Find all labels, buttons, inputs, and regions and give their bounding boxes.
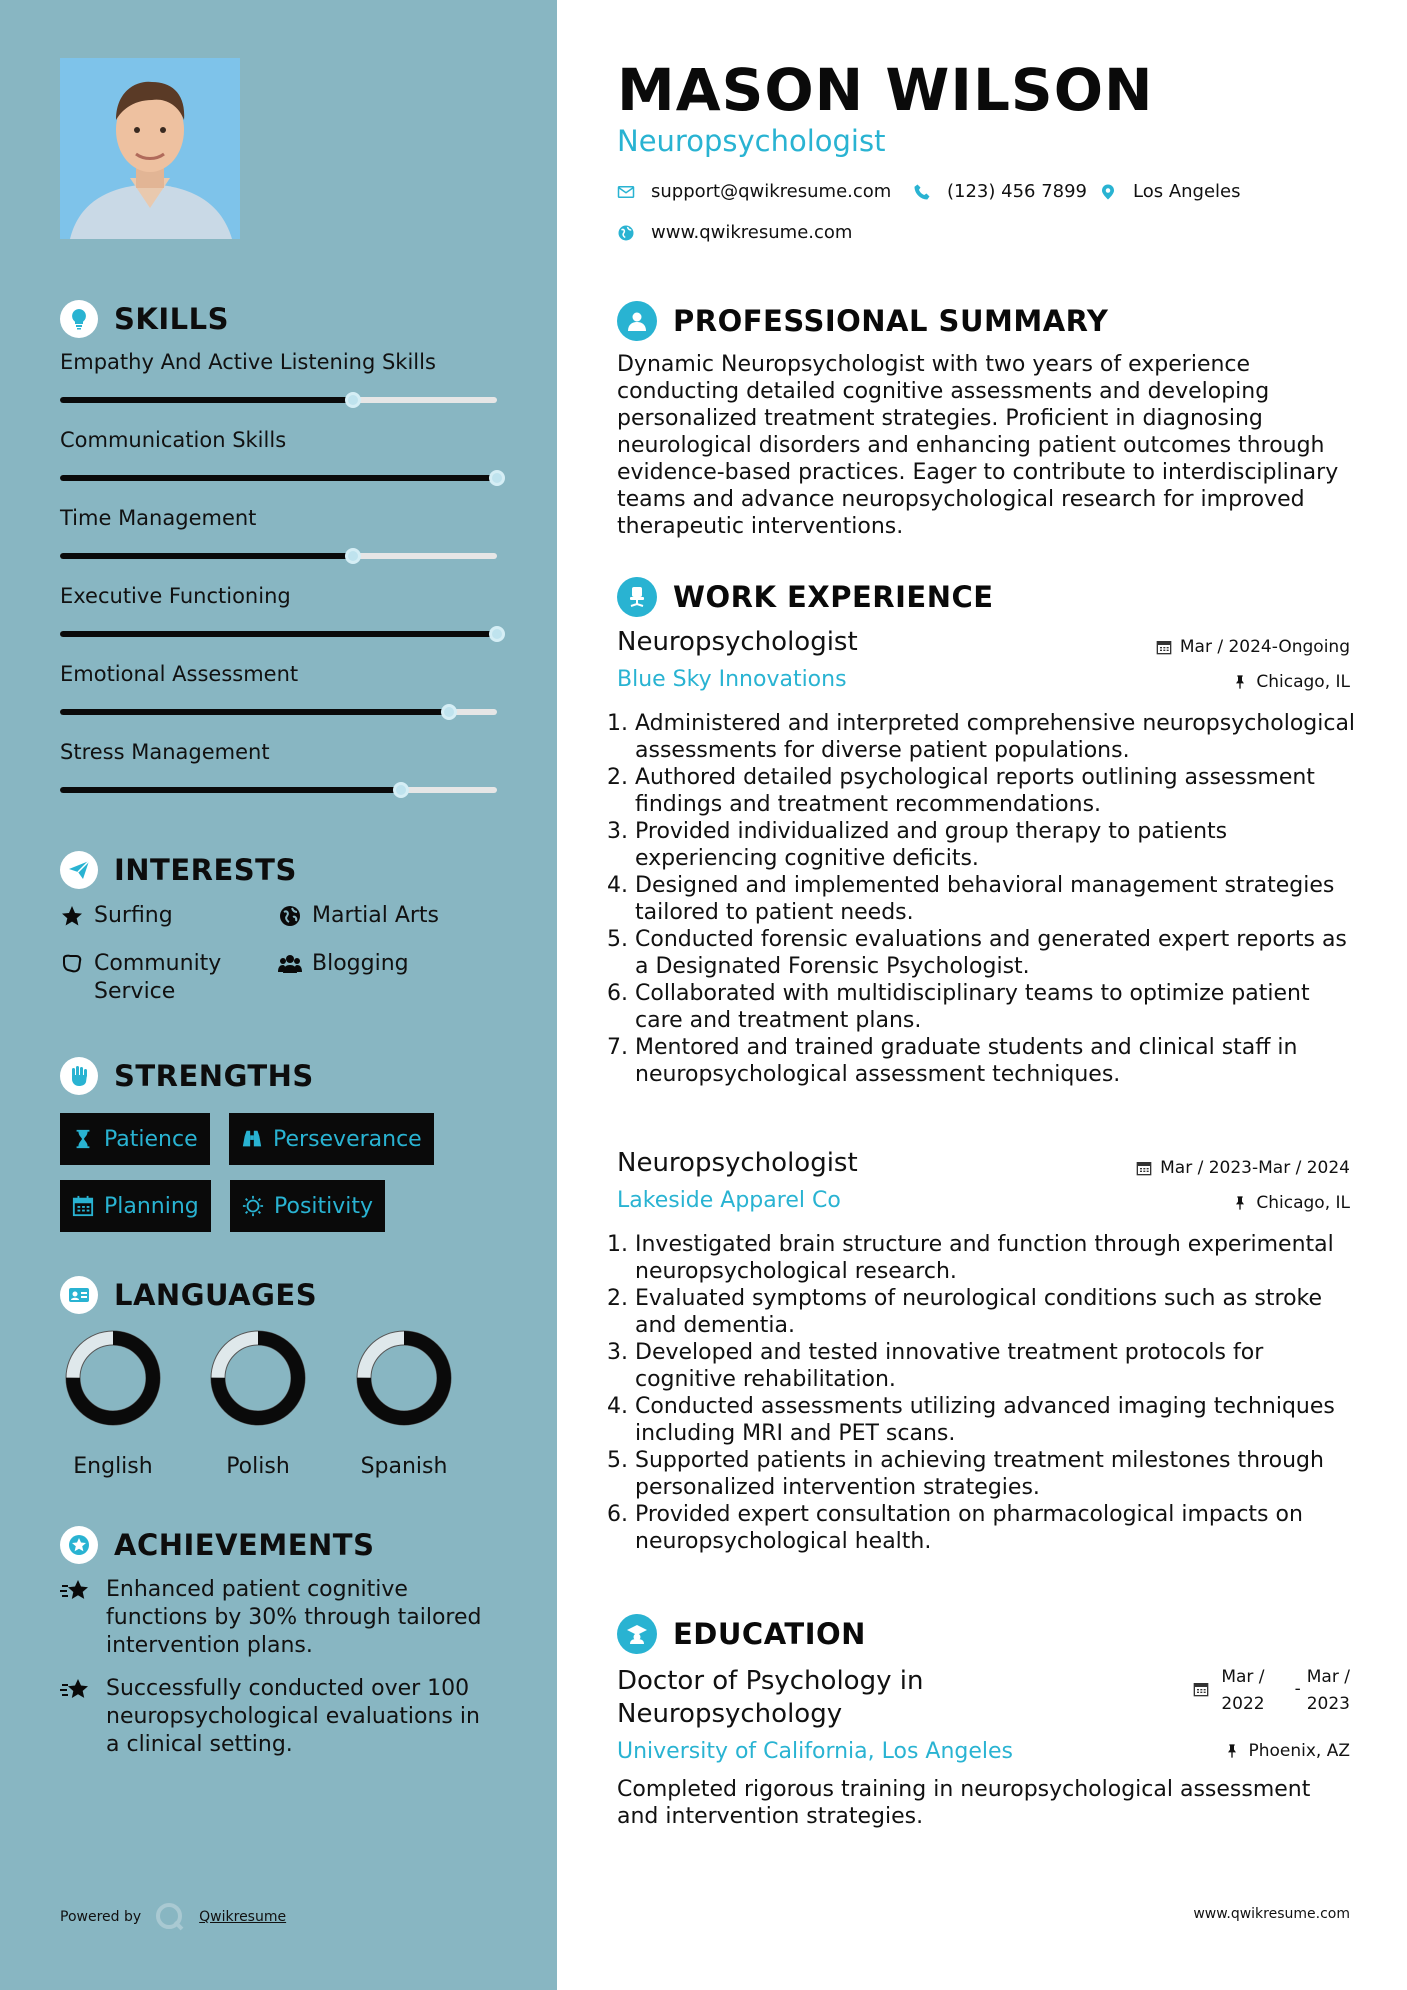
phone-icon bbox=[913, 183, 931, 201]
interests-title: INTERESTS bbox=[114, 853, 297, 887]
shooting-star-icon bbox=[60, 1576, 90, 1606]
strengths-title: STRENGTHS bbox=[114, 1059, 314, 1093]
star-icon bbox=[60, 904, 84, 928]
experience-heading bbox=[617, 577, 994, 617]
email-text: support@qwikresume.com bbox=[651, 181, 892, 202]
website-text: www.qwikresume.com bbox=[651, 222, 853, 243]
duty-item: 7. Mentored and trained graduate students and clinical staff in neuropsychological assessment techniques. bbox=[635, 1034, 1363, 1088]
language-item bbox=[63, 1328, 163, 1479]
job-location-text: Chicago, IL bbox=[1256, 672, 1350, 692]
education-degree: Doctor of Psychology in Neuropsychology bbox=[617, 1666, 924, 1729]
education-title: EDUCATION bbox=[673, 1617, 866, 1651]
achievement-item bbox=[60, 1675, 500, 1759]
main-content bbox=[557, 0, 1407, 1990]
job-dates bbox=[1156, 637, 1350, 657]
education-start: Mar / 2022 bbox=[1221, 1667, 1265, 1714]
pushpin-icon bbox=[1232, 1195, 1248, 1211]
duty-item: 5. Conducted forensic evaluations and generated expert reports as a Designated Forensic Psychologist. bbox=[635, 926, 1363, 980]
interests-heading bbox=[60, 851, 297, 889]
contact-phone[interactable] bbox=[913, 181, 1087, 202]
id-card-icon bbox=[60, 1276, 98, 1314]
graduate-icon bbox=[617, 1614, 657, 1654]
strength-label: Positivity bbox=[274, 1193, 374, 1219]
duty-item: 4. Conducted assessments utilizing advanced imaging techniques including MRI and PET scans. bbox=[635, 1393, 1363, 1447]
duty-item: 5. Supported patients in achieving treatment milestones through personalized intervention strategies. bbox=[635, 1447, 1363, 1501]
company-name: Blue Sky Innovations bbox=[617, 667, 847, 692]
interest-item bbox=[60, 950, 221, 1006]
strength-badge bbox=[230, 1180, 385, 1232]
interest-label: Martial Arts bbox=[312, 903, 440, 928]
interest-item bbox=[278, 902, 439, 930]
skill-name: Communication Skills bbox=[60, 428, 287, 452]
duty-item: 2. Evaluated symptoms of neurological conditions such as stroke and dementia. bbox=[635, 1285, 1363, 1339]
lightbulb-icon bbox=[60, 300, 98, 338]
fist-icon bbox=[60, 1057, 98, 1095]
duty-item: 2. Authored detailed psychological reports outlining assessment findings and treatment recommendations. bbox=[635, 764, 1363, 818]
experience-title: WORK EXPERIENCE bbox=[673, 580, 994, 614]
skill-bar-knob bbox=[393, 782, 409, 798]
skill-name: Empathy And Active Listening Skills bbox=[60, 350, 436, 374]
duty-item: 3. Developed and tested innovative treatment protocols for cognitive rehabilitation. bbox=[635, 1339, 1363, 1393]
globe-icon bbox=[278, 904, 302, 928]
skill-bar bbox=[60, 397, 497, 403]
hourglass-icon bbox=[72, 1128, 94, 1150]
contact-email[interactable] bbox=[617, 181, 891, 202]
education-description: Completed rigorous training in neuropsychological assessment and intervention strategies. bbox=[617, 1777, 1311, 1829]
company-name: Lakeside Apparel Co bbox=[617, 1188, 841, 1213]
skill-bar bbox=[60, 475, 497, 481]
powered-by-label: Powered by bbox=[60, 1909, 142, 1925]
summary-heading bbox=[617, 301, 1108, 341]
user-icon bbox=[617, 301, 657, 341]
interest-item bbox=[278, 950, 409, 978]
skill-bar-knob bbox=[489, 626, 505, 642]
skill-bar-fill bbox=[60, 475, 497, 481]
profile-photo bbox=[60, 58, 240, 239]
language-item bbox=[354, 1328, 454, 1479]
sun-icon bbox=[242, 1195, 264, 1217]
strength-label: Patience bbox=[104, 1126, 198, 1152]
language-name: English bbox=[73, 1454, 153, 1479]
language-ring bbox=[354, 1328, 454, 1428]
job-dates-text: Mar / 2024-Ongoing bbox=[1179, 637, 1350, 657]
skill-bar bbox=[60, 631, 497, 637]
skill-bar-fill bbox=[60, 709, 449, 715]
education-location bbox=[1224, 1741, 1350, 1761]
calendar-icon bbox=[1136, 1160, 1152, 1176]
skill-name: Stress Management bbox=[60, 740, 270, 764]
skill-bar bbox=[60, 553, 497, 559]
hand-icon bbox=[60, 952, 84, 976]
job-duties bbox=[617, 710, 1363, 1088]
job-dates-text: Mar / 2023-Mar / 2024 bbox=[1160, 1158, 1350, 1178]
interest-label: Blogging bbox=[312, 951, 409, 976]
skill-bar bbox=[60, 787, 497, 793]
languages-heading bbox=[60, 1276, 317, 1314]
candidate-name: MASON WILSON bbox=[617, 56, 1154, 124]
office-chair-icon bbox=[617, 577, 657, 617]
job-location-text: Chicago, IL bbox=[1256, 1193, 1350, 1213]
powered-by bbox=[60, 1902, 286, 1932]
duty-item: 3. Provided individualized and group therapy to patients experiencing cognitive deficits. bbox=[635, 818, 1363, 872]
duty-item: 1. Investigated brain structure and function through experimental neuropsychological research. bbox=[635, 1231, 1363, 1285]
skills-title: SKILLS bbox=[114, 302, 229, 336]
education-heading bbox=[617, 1614, 866, 1654]
education-dates bbox=[1193, 1664, 1350, 1718]
job-location bbox=[1232, 1193, 1350, 1213]
skill-name: Executive Functioning bbox=[60, 584, 291, 608]
language-ring bbox=[63, 1328, 163, 1428]
shooting-star-icon bbox=[60, 1675, 90, 1705]
education-school: University of California, Los Angeles bbox=[617, 1739, 1014, 1764]
strength-label: Perseverance bbox=[273, 1126, 422, 1152]
binoculars-icon bbox=[241, 1128, 263, 1150]
globe-icon bbox=[617, 224, 635, 242]
skill-name: Emotional Assessment bbox=[60, 662, 299, 686]
education-end: Mar / 2023 bbox=[1306, 1667, 1350, 1714]
job-duties bbox=[617, 1231, 1363, 1555]
contact-location bbox=[1099, 181, 1241, 202]
paper-plane-icon bbox=[60, 851, 98, 889]
education-location-text: Phoenix, AZ bbox=[1248, 1741, 1350, 1761]
contact-website[interactable] bbox=[617, 222, 852, 243]
candidate-role: Neuropsychologist bbox=[617, 124, 886, 158]
duty-item: 1. Administered and interpreted comprehensive neuropsychological assessments for diverse patient populations. bbox=[635, 710, 1363, 764]
interest-item bbox=[60, 902, 173, 930]
job-location bbox=[1232, 672, 1350, 692]
language-item bbox=[208, 1328, 308, 1479]
qwikresume-logo-icon bbox=[155, 1902, 185, 1932]
pushpin-icon bbox=[1232, 674, 1248, 690]
duty-item: 6. Collaborated with multidisciplinary teams to optimize patient care and treatment plans. bbox=[635, 980, 1363, 1034]
strength-badge bbox=[60, 1113, 210, 1165]
skill-name: Time Management bbox=[60, 506, 257, 530]
footer-url[interactable]: www.qwikresume.com bbox=[1193, 1906, 1350, 1922]
phone-text: (123) 456 7899 bbox=[947, 181, 1088, 202]
map-pin-icon bbox=[1099, 183, 1117, 201]
strengths-heading bbox=[60, 1057, 314, 1095]
skill-bar-knob bbox=[441, 704, 457, 720]
languages-title: LANGUAGES bbox=[114, 1278, 318, 1312]
strength-badge bbox=[229, 1113, 434, 1165]
achievements-title: ACHIEVEMENTS bbox=[114, 1528, 375, 1562]
language-ring bbox=[208, 1328, 308, 1428]
skill-bar-fill bbox=[60, 787, 401, 793]
calendar-icon bbox=[1156, 639, 1172, 655]
achievements-heading bbox=[60, 1526, 374, 1564]
users-icon bbox=[278, 952, 302, 976]
skill-bar-knob bbox=[345, 548, 361, 564]
star-badge-icon bbox=[60, 1526, 98, 1564]
pushpin-icon bbox=[1224, 1743, 1240, 1759]
achievement-text: Successfully conducted over 100 neuropsychological evaluations in a clinical setting. bbox=[106, 1676, 480, 1757]
skill-bar-fill bbox=[60, 397, 353, 403]
skill-bar-fill bbox=[60, 631, 497, 637]
location-text: Los Angeles bbox=[1133, 181, 1241, 202]
summary-text: Dynamic Neuropsychologist with two years of experience conducting detailed cognitive assessments and developing personalized treatment strategies. Proficient in diagnosing neurological disorders and enhancing patient outcomes through evidence-based practices. Eager to contribute to interdisciplinary teams and advance neuropsychological research for improved therapeutic interventions. bbox=[617, 352, 1339, 539]
skill-bar-knob bbox=[489, 470, 505, 486]
language-name: Polish bbox=[226, 1454, 290, 1479]
duty-item: 6. Provided expert consultation on pharmacological impacts on neuropsychological health. bbox=[635, 1501, 1363, 1555]
job-title: Neuropsychologist bbox=[617, 627, 858, 657]
calendar-icon bbox=[1193, 1681, 1209, 1697]
skill-bar-fill bbox=[60, 553, 353, 559]
interest-label: Community Service bbox=[94, 951, 222, 1004]
qwikresume-link[interactable]: Qwikresume bbox=[199, 1909, 287, 1925]
summary-title: PROFESSIONAL SUMMARY bbox=[673, 304, 1109, 338]
achievement-item bbox=[60, 1576, 500, 1660]
strength-badge bbox=[60, 1180, 211, 1232]
job-title: Neuropsychologist bbox=[617, 1148, 858, 1178]
strength-label: Planning bbox=[104, 1193, 199, 1219]
achievement-text: Enhanced patient cognitive functions by 30% through tailored intervention plans. bbox=[106, 1577, 482, 1658]
skill-bar bbox=[60, 709, 497, 715]
calendar-icon bbox=[72, 1195, 94, 1217]
language-name: Spanish bbox=[360, 1454, 448, 1479]
skill-bar-knob bbox=[345, 392, 361, 408]
interest-label: Surfing bbox=[94, 903, 173, 928]
duty-item: 4. Designed and implemented behavioral management strategies tailored to patient needs. bbox=[635, 872, 1363, 926]
education-date-separator: - bbox=[1294, 1679, 1301, 1699]
sidebar bbox=[0, 0, 557, 1990]
job-dates bbox=[1136, 1158, 1350, 1178]
envelope-icon bbox=[617, 183, 635, 201]
skills-heading bbox=[60, 300, 229, 338]
